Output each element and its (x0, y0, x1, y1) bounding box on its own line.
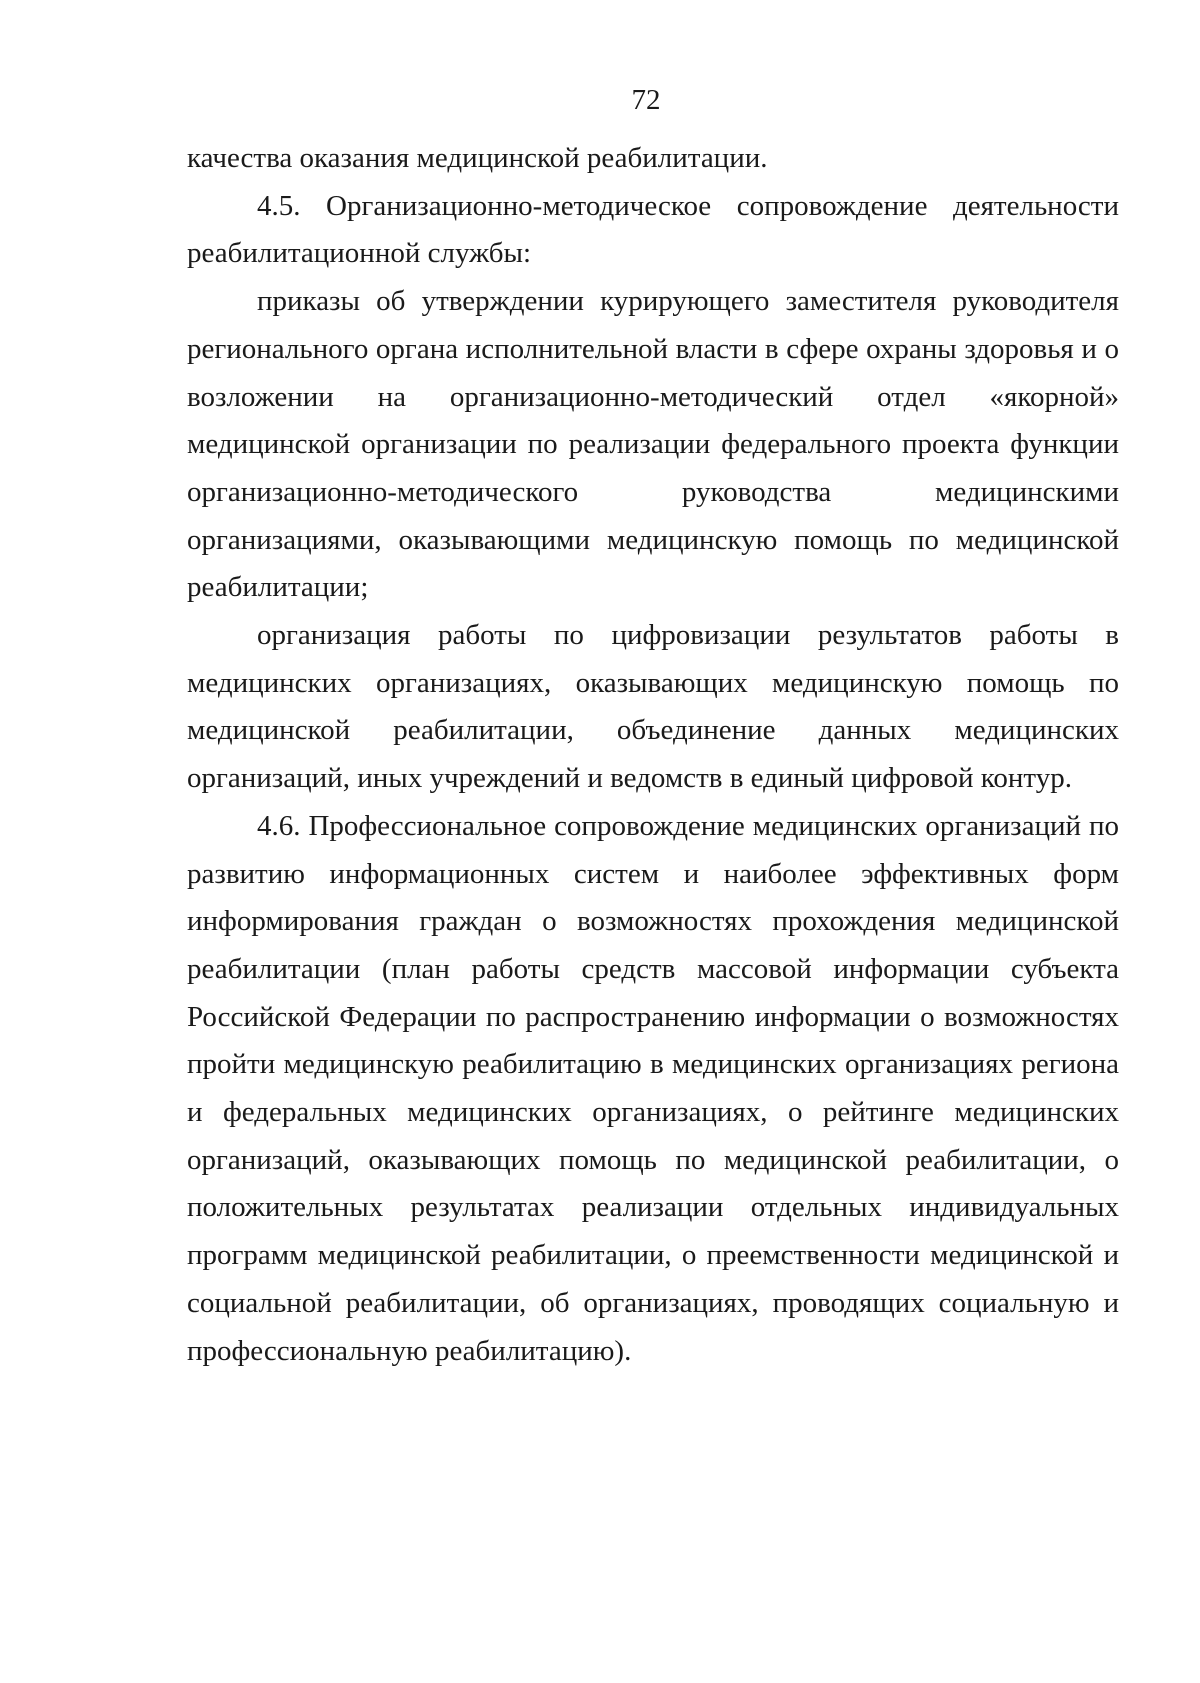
paragraph-orders: приказы об утверждении курирующего заместителя руководителя регионального органа исполнительной власти в сфере охраны здоровья и о возложении на организационно-методический отдел «якорной» медицинской организации по реализации федерального проекта функции организационно-методического руководства медицинскими организациями, оказывающими медицинскую помощь по медицинской реабилитации; (187, 285, 1119, 604)
document-body (187, 135, 1119, 1375)
paragraph-section-4-5: 4.5. Организационно-методическое сопровождение деятельности реабилитационной службы: (187, 189, 1119, 270)
page-number: 72 (631, 84, 661, 116)
paragraph-continuation: качества оказания медицинской реабилитации. (187, 142, 768, 174)
paragraph-digitalization: организация работы по цифровизации результатов работы в медицинских организациях, оказывающих медицинскую помощь по медицинской реабилитации, объединение данных медицинских организаций, иных учреждений и ведомств в единый цифровой контур. (187, 619, 1119, 795)
paragraph-section-4-6: 4.6. Профессиональное сопровождение медицинских организаций по развитию информационных систем и наиболее эффективных форм информирования граждан о возможностях прохождения медицинской реабилитации (план работы средств массовой информации субъекта Российской Федерации по распространению информации о возможностях пройти медицинскую реабилитацию в медицинских организациях региона и федеральных медицинских организациях, о рейтинге медицинских организаций, оказывающих помощь по медицинской реабилитации, о положительных результатах реализации отдельных индивидуальных программ медицинской реабилитации, о преемственности медицинской и социальной реабилитации, об организациях, проводящих социальную и профессиональную реабилитацию). (187, 809, 1119, 1367)
